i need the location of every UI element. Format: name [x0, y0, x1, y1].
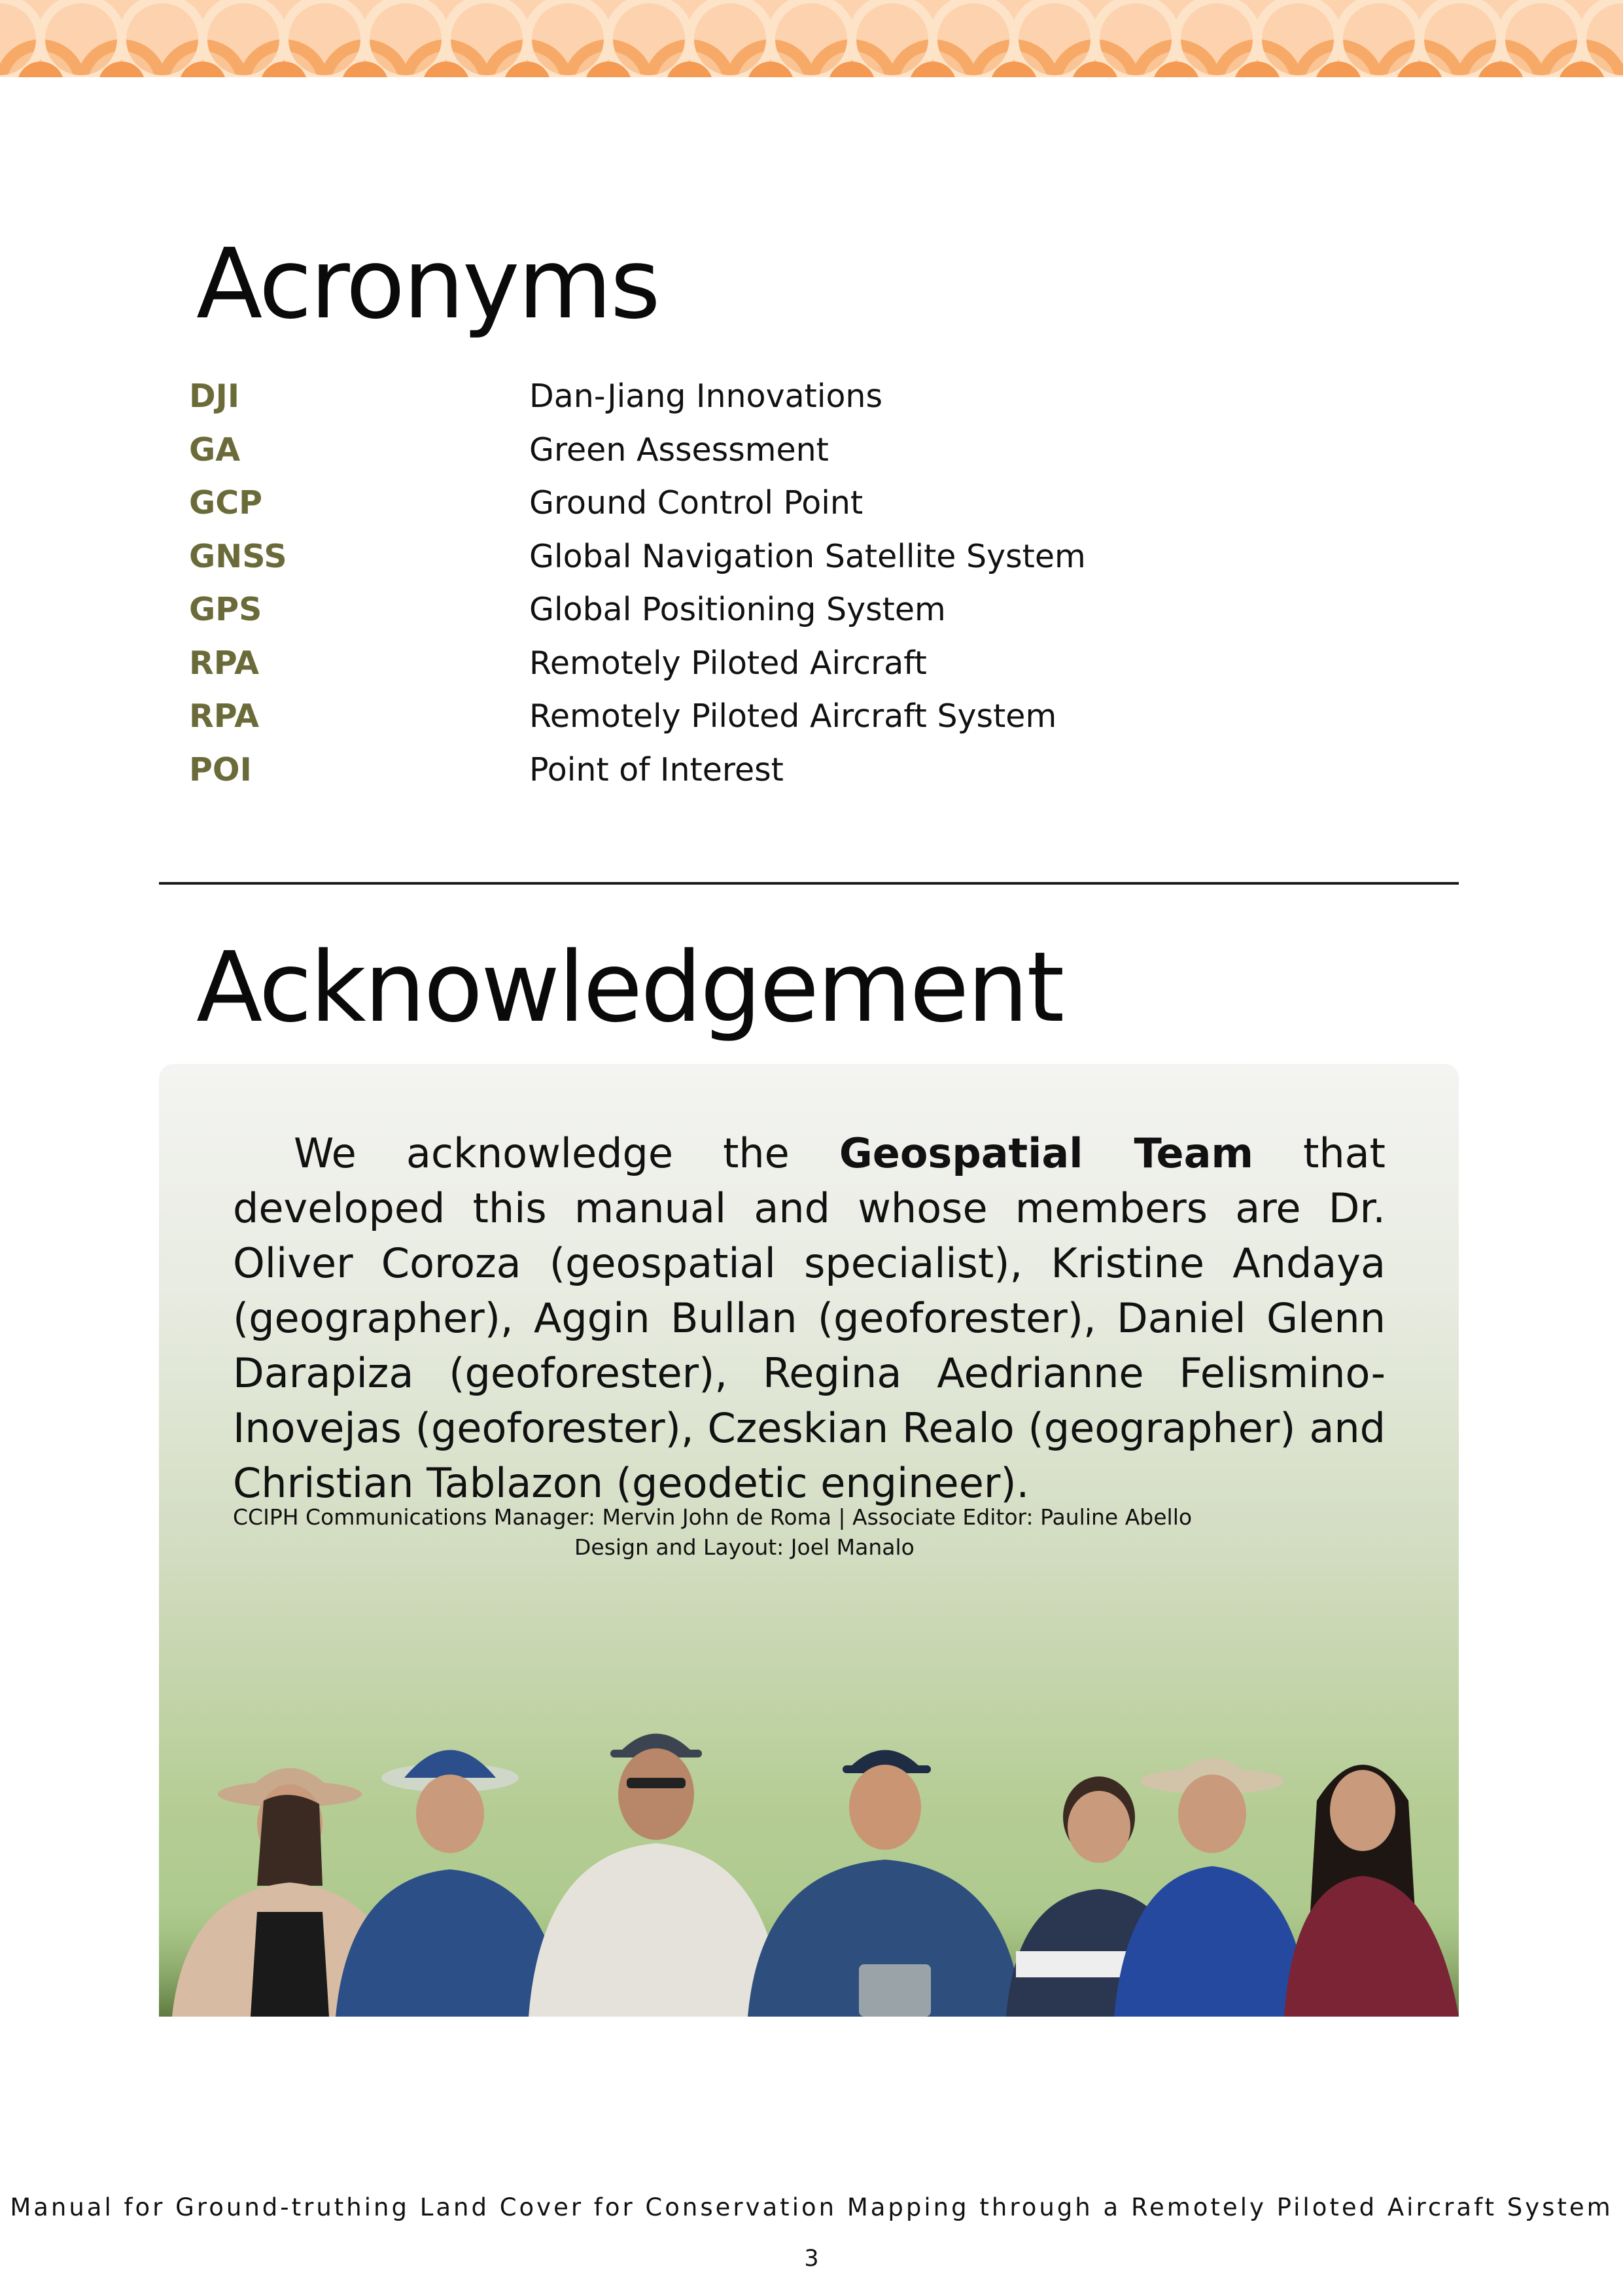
team-member-figure — [1284, 1765, 1459, 2017]
acronyms-heading: Acronyms — [196, 228, 659, 340]
acronym-definition: Dan-Jiang Innovations — [529, 378, 883, 415]
acronym-definition: Remotely Piloted Aircraft System — [529, 698, 1057, 735]
acronym-definition: Global Positioning System — [529, 591, 946, 629]
team-member-figure — [748, 1750, 1022, 2017]
credits-block — [233, 1502, 1386, 1563]
team-photo — [159, 1716, 1459, 2017]
section-divider — [159, 882, 1459, 885]
acronym-row — [189, 423, 1367, 477]
team-member-figure — [1114, 1758, 1310, 2017]
acronym-row — [189, 743, 1367, 797]
acronym-abbreviation: RPA — [189, 698, 260, 735]
acronym-abbreviation: GNSS — [189, 537, 287, 575]
acronym-definition: Green Assessment — [529, 431, 829, 468]
acronym-row — [189, 530, 1367, 584]
ack-text-start: We acknowledge the — [294, 1129, 839, 1177]
page-number: 3 — [804, 2246, 819, 2272]
acronym-definition: Global Navigation Satellite System — [529, 537, 1086, 575]
acronym-row — [189, 690, 1367, 743]
acronym-definition: Point of Interest — [529, 751, 784, 788]
team-member-figure — [336, 1750, 565, 2017]
acronym-abbreviation: GPS — [189, 591, 262, 629]
ack-team-name: Geospatial Team — [839, 1129, 1254, 1177]
team-member-figure — [529, 1734, 784, 2017]
acronym-row — [189, 637, 1367, 690]
credit-line-design: Design and Layout: Joel Manalo — [574, 1534, 915, 1560]
acronym-abbreviation: POI — [189, 751, 252, 788]
acronym-list — [189, 370, 1367, 796]
acronym-abbreviation: DJI — [189, 378, 240, 415]
acknowledgement-heading: Acknowledgement — [196, 931, 1063, 1044]
acronym-definition: Ground Control Point — [529, 484, 864, 522]
credit-line-editors: CCIPH Communications Manager: Mervin John de Roma | Associate Editor: Pauline Abello — [233, 1504, 1193, 1530]
acronym-abbreviation: GA — [189, 431, 241, 468]
acronym-abbreviation: RPA — [189, 644, 260, 682]
acronym-row — [189, 583, 1367, 637]
ack-text-rest: that developed this manual and whose members are Dr. Oliver Coroza (geospatial specialist), Kristine Andaya (geographer), Aggin Bullan (geoforester), Daniel Glenn Darapiza (geoforester), Regina Aedrianne Felismino-Inovejas (geoforester), Czeskian Realo (geographer) and Christian Tablazon (geodetic engineer). — [233, 1129, 1386, 1507]
acronym-row — [189, 370, 1367, 423]
footer-title: Manual for Ground-truthing Land Cover for Conservation Mapping through a Remotely Piloted Aircraft System — [10, 2193, 1613, 2221]
decorative-header-band — [0, 0, 1623, 77]
acknowledgement-paragraph — [233, 1126, 1386, 1511]
acronym-abbreviation: GCP — [189, 484, 263, 522]
acknowledgement-panel — [159, 1064, 1459, 2017]
acronym-row — [189, 476, 1367, 530]
acronym-definition: Remotely Piloted Aircraft — [529, 644, 927, 682]
